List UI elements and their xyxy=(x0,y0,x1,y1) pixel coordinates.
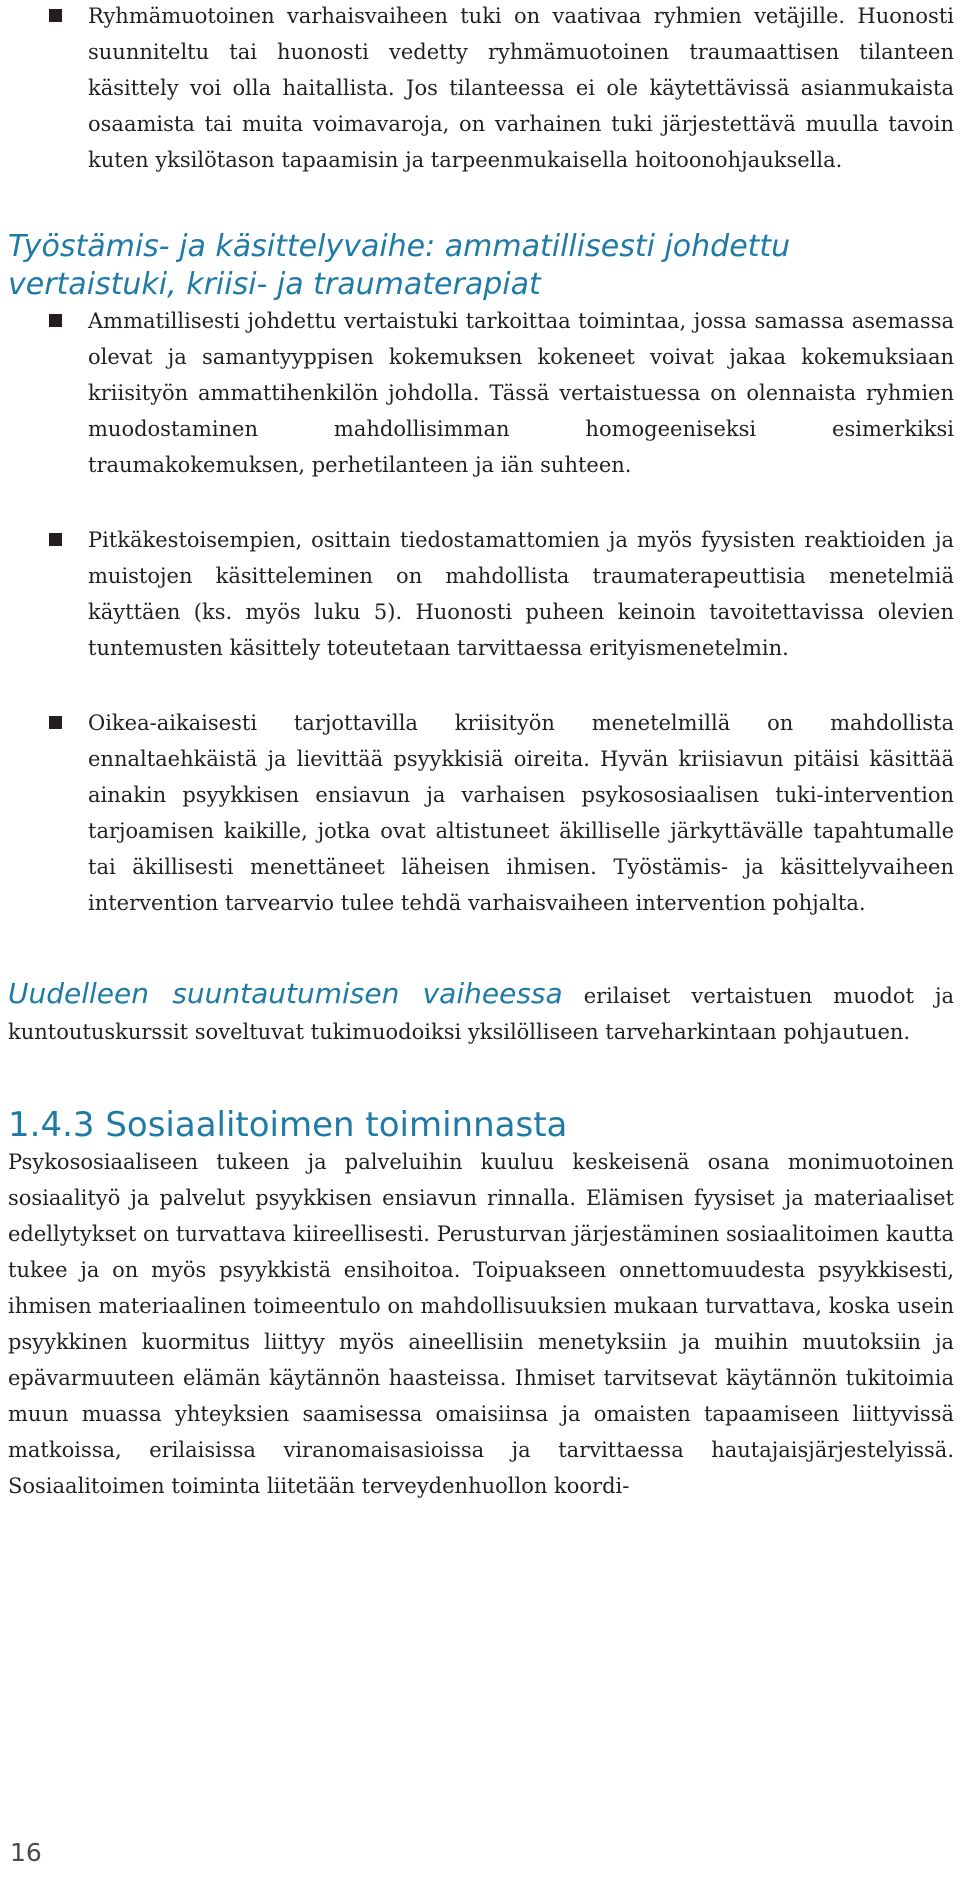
reorientation-paragraph xyxy=(8,976,954,1050)
bullet-text: Ammatillisesti johdettu vertaistuki tarkoittaa toimintaa, jossa samassa asemassa olevat ja samantyyppisen kokemuksen kokeneet voivat jakaa kokemuksiaan kriisityön ammattihenkilön johdolla. Tässä vertaistuessa on olennaista ryhmien muodostaminen mahdollisimman homogeeniseksi esimerkiksi traumakokemuksen, perhetilanteen ja iän suhteen. xyxy=(88,309,954,477)
bullet-text: Pitkäkestoisempien, osittain tiedostamattomien ja myös fyysisten reaktioiden ja muistojen käsitteleminen on mahdollista traumaterapeuttisia menetelmiä käyttäen (ks. myös luku 5). Huonosti puheen keinoin tavoitettavissa olevien tuntemusten käsittely toteutetaan tarvittaessa erityismenetelmin. xyxy=(88,528,954,660)
subheading-processing-phase: Työstämis- ja käsittelyvaihe: ammatillisesti johdettu vertaistuki, kriisi- ja traumaterapiat xyxy=(8,229,791,302)
bullet-item-group-support xyxy=(8,0,954,178)
bullet-item-crisis-methods xyxy=(8,705,954,921)
bullet-text: Oikea-aikaisesti tarjottavilla kriisityön menetelmillä on mahdollista ennaltaehkäistä ja lievittää psyykkisiä oireita. Hyvän kriisiavun pitäisi käsittää ainakin psyykkisen ensiavun ja varhaisen psykososiaalisen tuki-intervention tarjoamisen kaikille, jotka ovat altistuneet äkilliselle järkyttävälle tapahtumalle tai äkillisesti menettäneet läheisen ihmisen. Työstämis- ja käsittelyvaiheen intervention tarvearvio tulee tehdä varhaisvaiheen intervention pohjalta. xyxy=(88,711,954,915)
square-bullet-icon xyxy=(49,716,62,729)
page-number: 16 xyxy=(10,1838,42,1867)
reorientation-text: erilaiset vertaistuen muodot ja kuntoutuskurssit soveltuvat tukimuodoiksi yksilölliseen tarveharkintaan pohjautuen. xyxy=(8,984,954,1044)
section-title: 1.4.3 Sosiaalitoimen toiminnasta xyxy=(8,1105,568,1145)
square-bullet-icon xyxy=(49,9,62,22)
square-bullet-icon xyxy=(49,314,62,327)
bullet-text: Ryhmämuotoinen varhaisvaiheen tuki on vaativaa ryhmien vetäjille. Huonosti suunniteltu tai huonosti vedetty ryhmämuotoinen traumaattisen tilanteen käsittely voi olla haitallista. Jos tilanteessa ei ole käytettävissä asianmukaista osaamista tai muita voimavaroja, on varhainen tuki järjestettävä muulla tavoin kuten yksilötason tapaamisin ja tarpeenmukaisella hoitoonohjauksella. xyxy=(88,4,954,172)
reorientation-lead: Uudelleen suuntautumisen vaiheessa xyxy=(8,977,563,1010)
section-body: Psykososiaaliseen tukeen ja palveluihin kuuluu keskeisenä osana monimuotoinen sosiaalityö ja palvelut psyykkisen ensiavun rinnalla. Elämisen fyysiset ja materiaaliset edellytykset on turvattava kiireellisesti. Perusturvan järjestäminen sosiaalitoimen kautta tukee ja on myös psyykkistä ensihoitoa. Toipuakseen onnettomuudesta psyykkisesti, ihmisen materiaalinen toimeentulo on mahdollisuuksien mukaan turvattava, koska usein psyykkinen kuormitus liittyy myös aineellisiin menetyksiin ja muihin muutoksiin ja epävarmuuteen elämän käytännön haasteissa. Ihmiset tarvitsevat käytännön tukitoimia muun muassa yhteyksien saamisessa omaisiinsa ja omaisten tapaamiseen liittyvissä matkoissa, erilaisissa viranomaisasioissa ja tarvittaessa hautajaisjärjestelyissä. Sosiaalitoimen toiminta liitetään terveydenhuollon koordi- xyxy=(8,1150,954,1498)
bullet-item-peer-support xyxy=(8,303,954,483)
bullet-item-trauma-therapy xyxy=(8,522,954,666)
square-bullet-icon xyxy=(49,533,62,546)
